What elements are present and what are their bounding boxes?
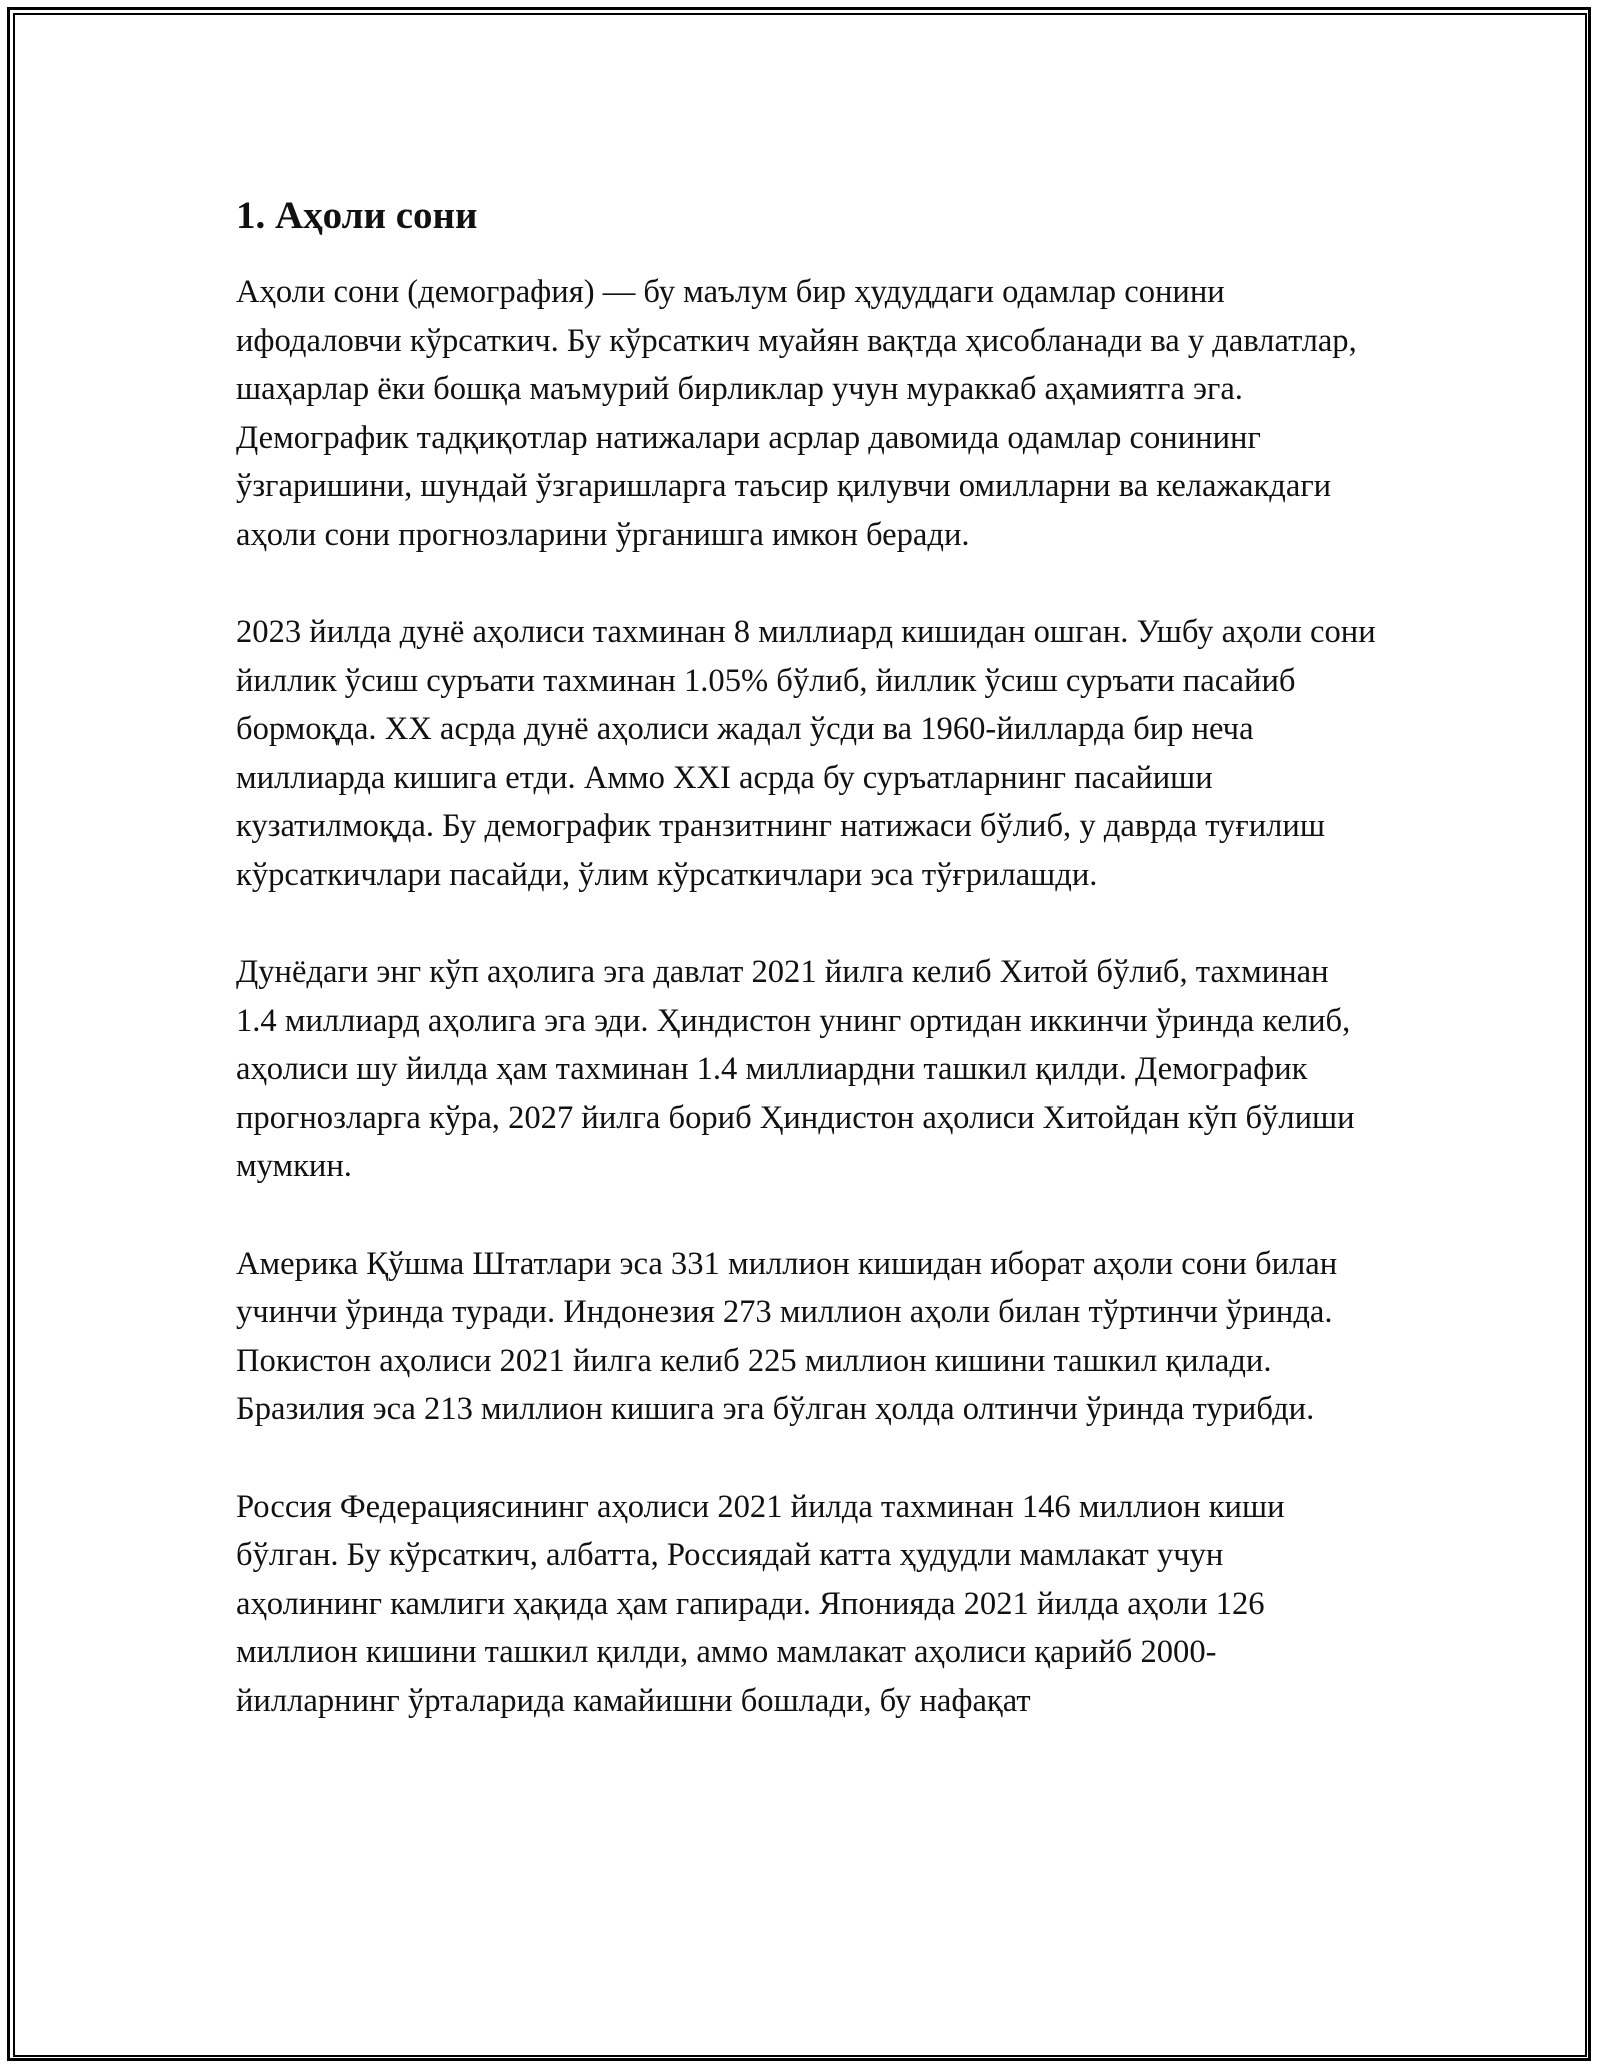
paragraph-5: Россия Федерациясининг аҳолиси 2021 йилда тахминан 146 миллион киши бўлган. Бу кўрсаткич, албатта, Россиядай катта ҳудудли мамлакат учун аҳолининг камлиги ҳақида ҳам гапиради. Японияда 2021 йилда аҳоли 126 миллион кишини ташкил қилди, аммо мамлакат аҳолиси қарийб 2000-йилларнинг ўрталарида камайишни бошлади, бу нафақат	[236, 1488, 1285, 1719]
section-title: 1. Аҳоли сони	[236, 194, 478, 237]
paragraph-3: Дунёдаги энг кўп аҳолига эга давлат 2021 йилга келиб Хитой бўлиб, тахминан 1.4 миллиард аҳолига эга эди. Ҳиндистон унинг ортидан иккинчи ўринда келиб, аҳолиси шу йилда ҳам тахминан 1.4 миллиардни ташкил қилди. Демографик прогнозларга кўра, 2027 йилга бориб Ҳиндистон аҳолиси Хитойдан кўп бўлиши мумкин.	[236, 954, 1355, 1184]
paragraph-4: Америка Қўшма Штатлари эса 331 миллион кишидан иборат аҳоли сони билан учинчи ўринда туради. Индонезия 273 миллион аҳоли билан тўртинчи ўринда. Покистон аҳолиси 2021 йилга келиб 225 миллион кишини ташкил қилади. Бразилия эса 213 миллион кишига эга бўлган ҳолда олтинчи ўринда турибди.	[236, 1245, 1338, 1427]
document-body	[236, 186, 1376, 1725]
paragraph-2: 2023 йилда дунё аҳолиси тахминан 8 миллиард кишидан ошган. Ушбу аҳоли сони йиллик ўсиш суръати тахминан 1.05% бўлиб, йиллик ўсиш суръати пасайиб бормоқда. XX асрда дунё аҳолиси жадал ўсди ва 1960-йилларда бир неча миллиарда кишига етди. Аммо XXI асрда бу суръатларнинг пасайиши кузатилмоқда. Бу демографик транзитнинг натижаси бўлиб, у даврда туғилиш кўрсаткичлари пасайди, ўлим кўрсаткичлари эса тўғрилашди.	[236, 614, 1376, 893]
paragraph-1: Аҳоли сони (демография) — бу маълум бир ҳудуддаги одамлар сонини ифодаловчи кўрсаткич. Бу кўрсаткич муайян вақтда ҳисобланади ва у давлатлар, шаҳарлар ёки бошқа маъмурий бирликлар учун мураккаб аҳамиятга эга. Демографик тадқиқотлар натижалари асрлар давомида одамлар сонининг ўзгаришини, шундай ўзгаришларга таъсир қилувчи омилларни ва келажакдаги аҳоли сони прогнозларини ўрганишга имкон беради.	[236, 274, 1357, 553]
